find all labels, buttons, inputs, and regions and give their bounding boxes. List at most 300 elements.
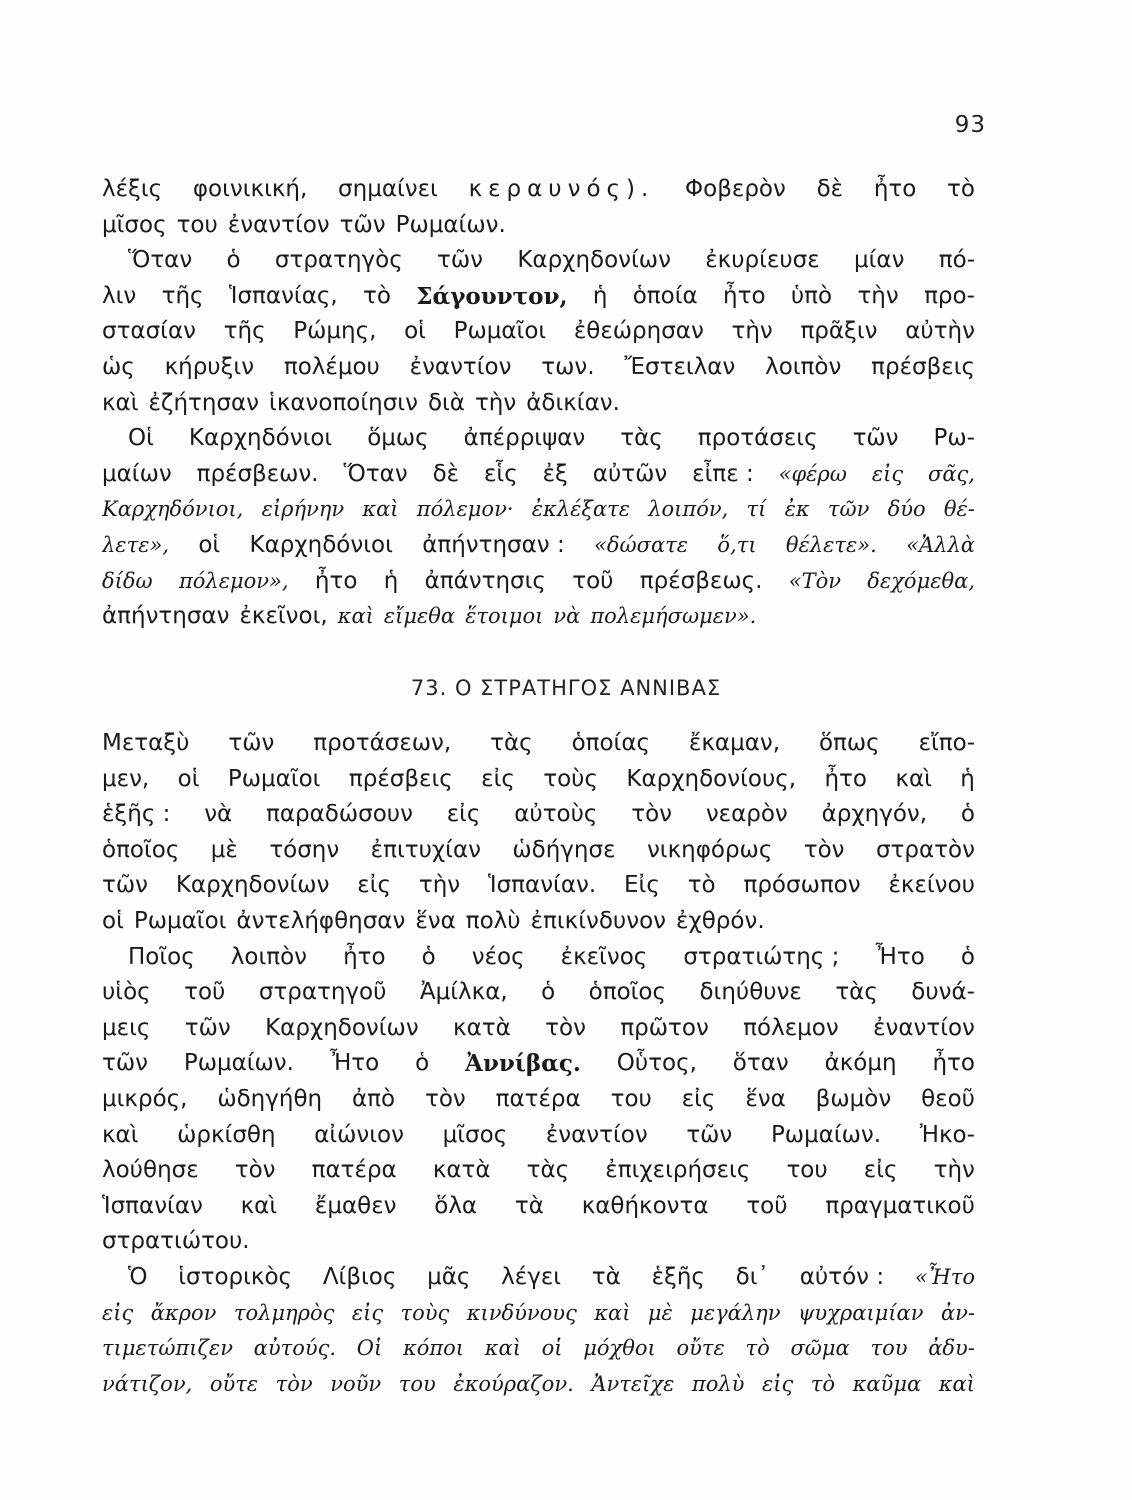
word: τῶν — [852, 425, 899, 452]
italic-quote: νάτιζον, — [102, 1371, 193, 1396]
word: εἰς — [357, 872, 391, 899]
word: προτάσεις — [697, 425, 818, 452]
word: λούθησε — [102, 1157, 199, 1184]
word: ἔμαθεν — [314, 1192, 397, 1219]
word: ὅταν — [732, 1050, 789, 1077]
italic-quote: τοὺς — [400, 1300, 450, 1325]
word: ὁποῖος — [588, 979, 667, 1006]
word: μᾶς — [427, 1263, 471, 1290]
italic-quote: λετε», — [102, 532, 169, 557]
italic-quote: αὐτούς. — [253, 1336, 337, 1361]
word: νεαρὸν — [705, 801, 788, 828]
italic-quote: θέλετε». — [785, 532, 877, 557]
word: των. — [541, 353, 595, 380]
italic-quote: σᾶς, — [927, 461, 975, 486]
word: μαίων — [102, 460, 172, 487]
word: αἰώνιον — [314, 1121, 404, 1148]
word: Ἠκο- — [919, 1121, 975, 1148]
word: Ὅταν — [343, 460, 408, 487]
word: πρῶτον — [620, 1014, 709, 1041]
italic-quote: Οἱ — [356, 1336, 383, 1361]
word: δι᾽ — [735, 1263, 770, 1290]
italic-quote: μεγάλην — [690, 1300, 781, 1325]
word: ἐκεῖνοι, — [239, 603, 328, 630]
italic-quote: ἄκρον — [150, 1300, 217, 1325]
word: αὐτὴν — [905, 318, 975, 345]
bold-person-name: Ἀννίβας. — [465, 1050, 581, 1078]
word: πατέρα — [495, 1085, 581, 1112]
italic-quote: του — [398, 1371, 436, 1396]
italic-quote: τῶν — [827, 497, 870, 522]
word: ἕνα — [415, 907, 456, 934]
italic-quote: πόλεμον· — [416, 497, 514, 522]
italic-quote: Καρχηδόνιοι, — [102, 497, 244, 522]
word: εἶπε : — [692, 460, 754, 487]
italic-quote: οὔτε — [676, 1336, 725, 1361]
italic-quote: μόχθοι — [583, 1336, 656, 1361]
word: μὲ — [210, 836, 238, 863]
word: λέγει — [501, 1263, 562, 1290]
word: υἱὸς — [102, 979, 151, 1006]
text-line — [102, 1224, 975, 1260]
word: του — [610, 1085, 652, 1112]
word: Καρχηδόνιοι — [188, 425, 333, 452]
word: Ἦτο — [875, 943, 925, 970]
word: δυνά- — [911, 979, 975, 1006]
italic-quote: σῶμα — [790, 1336, 850, 1361]
text-line — [102, 726, 975, 762]
word: Ρωμαίων. — [770, 1121, 882, 1148]
word: μικρός, — [102, 1085, 188, 1112]
text-line — [102, 564, 975, 600]
text-line — [102, 975, 975, 1011]
word: νικηφόρως — [646, 836, 773, 863]
word: Μεταξὺ — [102, 730, 190, 756]
word: ἐπικίνδυνον — [530, 907, 667, 934]
word: εἰς — [681, 1085, 716, 1112]
text-line — [102, 528, 975, 564]
word: σημαίνει — [338, 176, 438, 202]
italic-quote: νὰ — [553, 604, 581, 629]
word: μῖσος — [102, 211, 167, 238]
text-line — [102, 833, 975, 869]
word: τὸν — [424, 1085, 466, 1112]
word: τῆς — [223, 318, 266, 345]
word: ἀπήντησαν : — [422, 531, 565, 558]
text-line — [102, 492, 975, 528]
word: Ἱσπανίαν — [102, 1192, 203, 1219]
word: Ὅταν — [128, 247, 193, 274]
word: Ρω- — [933, 425, 975, 452]
word: τὰ — [591, 1263, 621, 1290]
italic-quote: τί — [746, 497, 767, 522]
word: Ρωμαῖοι — [133, 907, 227, 934]
word: εἴπο- — [918, 730, 975, 756]
word: τὸν — [631, 801, 673, 828]
word: οἱ — [198, 531, 221, 558]
word: ἦτο — [723, 282, 766, 309]
word: οἱ — [404, 318, 426, 345]
word: τοῦ — [746, 1192, 788, 1219]
word: ἐναντίον — [409, 353, 512, 380]
italic-quote: πολεμήσωμεν». — [590, 604, 757, 629]
word: του — [176, 211, 218, 238]
italic-quote: εἰς — [871, 461, 904, 486]
word: πρέσβεων. — [196, 460, 319, 487]
word: πρέσβεως. — [639, 567, 763, 594]
italic-quote: καὶ — [337, 604, 374, 629]
word: Καρχηδονίων — [265, 1014, 419, 1041]
word: ὅλα — [434, 1192, 478, 1219]
word: ὁ — [960, 943, 975, 970]
word: τῶν — [102, 1050, 148, 1077]
word: ἦτο — [314, 567, 358, 594]
text-line — [102, 350, 975, 386]
word: ὁ — [421, 943, 436, 970]
word: Ἱσπανίας, — [228, 282, 338, 309]
word: κήρυξιν — [164, 353, 255, 380]
text-line — [102, 868, 975, 904]
bold-place-name: Σάγουντον, — [416, 282, 568, 310]
italic-quote: ἕτοιμοι — [465, 604, 544, 629]
word: μεν, — [102, 765, 150, 792]
word: αὐτόν : — [799, 1263, 885, 1290]
word: τὸν — [545, 1014, 586, 1041]
word: τὰς — [526, 1157, 570, 1184]
italic-quote: νοῦν — [330, 1371, 382, 1396]
word: οἱ — [102, 907, 124, 934]
word: ἦτο — [343, 943, 386, 970]
word: τῶν — [102, 872, 148, 899]
word: ἀρχηγόν, — [821, 801, 928, 828]
word: ὁ — [226, 247, 241, 274]
italic-quote: καὶ — [594, 1300, 631, 1325]
word: Ὁ — [128, 1263, 148, 1290]
word: προτάσεων, — [313, 730, 452, 756]
text-line — [102, 243, 975, 279]
italic-quote: πολὺ — [691, 1371, 745, 1396]
word: διὰ — [427, 389, 465, 416]
word: τῶν — [184, 1014, 231, 1041]
text-line — [102, 599, 975, 635]
word: ὁ — [960, 801, 975, 828]
word: μίαν — [854, 247, 905, 274]
word: λιν — [102, 282, 137, 309]
text-line — [102, 1153, 975, 1189]
word: προ- — [924, 282, 975, 309]
text-line — [102, 1189, 975, 1225]
word: ἦτο — [873, 176, 917, 202]
text-line — [102, 314, 975, 350]
word: ἐπιχειρήσεις — [605, 1157, 751, 1184]
word: Φοβερὸν — [685, 176, 786, 202]
word: ὅμως — [367, 425, 429, 452]
italic-quote: τιμετώπιζεν — [102, 1336, 233, 1361]
text-line — [102, 386, 975, 422]
word: ἑξῆς : — [102, 801, 171, 828]
word: τὴν — [933, 1157, 975, 1184]
word: Καρχηδονίων — [175, 872, 330, 899]
italic-quote: ἀδυ- — [928, 1336, 975, 1361]
italic-quote: καὶ — [484, 1336, 521, 1361]
word: οἱ — [177, 765, 200, 792]
word: τὰς — [490, 730, 533, 756]
word: ἦτο — [824, 765, 867, 792]
italic-quote: ὅ,τι — [717, 532, 757, 557]
italic-quote: «Ἀλλὰ — [906, 532, 975, 557]
text-line — [102, 279, 975, 315]
italic-quote: οὔτε — [209, 1371, 259, 1396]
word: καὶ — [102, 389, 139, 416]
word: πρόσωπον — [743, 872, 861, 899]
word: πρέσβεις — [871, 353, 975, 380]
word: φοινικική, — [192, 176, 308, 202]
word: τοὺς — [543, 765, 598, 792]
text-line — [102, 1367, 975, 1403]
word: ἀπήντησαν — [102, 603, 230, 630]
text-block-section-73 — [102, 726, 975, 1402]
word: Ρωμαίων. — [395, 211, 506, 238]
word: ἐζήτησαν — [148, 389, 260, 416]
word: καθήκοντα — [581, 1192, 709, 1219]
emphasized-word: κεραυνός). — [468, 176, 655, 202]
word: ὁποῖος — [102, 836, 180, 863]
word: ἦτο — [932, 1050, 975, 1077]
text-line — [102, 1082, 975, 1118]
italic-quote: πόλεμον», — [178, 568, 289, 593]
word: ἐναντίον — [873, 1014, 975, 1041]
section-heading: 73. Ο ΣΤΡΑΤΗΓΟΣ ΑΝΝΙΒΑΣ — [410, 676, 722, 700]
word: του — [786, 1157, 828, 1184]
word: Καρχηδονίους, — [626, 765, 797, 792]
word: Οἱ — [128, 425, 154, 452]
word: εἷς — [484, 460, 518, 487]
italic-quote: τὸ — [810, 1371, 836, 1396]
word: τὴν — [731, 318, 773, 345]
word: τῶν — [228, 730, 275, 756]
word: ἀντελήφθησαν — [236, 907, 406, 934]
italic-quote: τὸν — [275, 1371, 313, 1396]
word: τὰς — [835, 979, 878, 1006]
word: ἐκυρίευσε — [705, 247, 820, 274]
word: νέος — [471, 943, 525, 970]
italic-quote: «δώσατε — [594, 532, 689, 557]
word: ἀπέρριψαν — [463, 425, 586, 452]
word: Ρωμαίων. — [183, 1050, 294, 1077]
word: τὸ — [687, 872, 716, 899]
word: Ἱσπανίαν. — [488, 872, 597, 899]
word: Ρωμαῖοι — [453, 318, 547, 345]
word: πολὺ — [465, 907, 521, 934]
word: στρατιώτης ; — [683, 943, 840, 970]
word: ἐξ — [542, 460, 568, 487]
word: κατὰ — [432, 1157, 491, 1184]
word: ἐκείνου — [888, 872, 975, 899]
word: διηύθυνε — [699, 979, 802, 1006]
word: ἱκανοποίησιν — [269, 389, 418, 416]
word: τὴν — [857, 282, 899, 309]
word: Οὗτος, — [616, 1050, 697, 1077]
word: ἐναντίον — [227, 211, 330, 238]
word: καὶ — [895, 765, 932, 792]
word: κατὰ — [453, 1014, 511, 1041]
text-line — [102, 1118, 975, 1154]
word: πό- — [938, 247, 975, 274]
word: ὁποίας — [571, 730, 650, 756]
word: τὸν — [234, 1157, 276, 1184]
word: στρατιώτου. — [102, 1228, 250, 1255]
word: νὰ — [204, 801, 233, 828]
word: Ρώμης, — [293, 318, 377, 345]
word: τῶν — [339, 211, 386, 238]
italic-quote: δεχόμεθα, — [867, 568, 975, 593]
word: αὐτῶν — [592, 460, 668, 487]
word: τὸ — [363, 282, 391, 309]
word: στρατηγοῦ — [258, 979, 387, 1006]
word: εἰς — [446, 801, 481, 828]
word: τὴν — [418, 872, 461, 899]
italic-quote: μὲ — [647, 1300, 673, 1325]
word: τοῦ — [572, 567, 614, 594]
word: ἀδικίαν. — [526, 389, 620, 416]
text-line — [102, 762, 975, 798]
word: λοιπὸν — [230, 943, 308, 970]
italic-quote: εἰρήνην — [261, 497, 345, 522]
italic-quote: λοιπόν, — [648, 497, 729, 522]
text-line — [102, 457, 975, 493]
word: τὸ — [947, 176, 975, 202]
word: καὶ — [240, 1192, 278, 1219]
word: Ἦτο — [329, 1050, 380, 1077]
word: ἡ — [592, 282, 608, 309]
word: εἰς — [481, 765, 515, 792]
word: στρατηγὸς — [274, 247, 403, 274]
word: ὅπως — [818, 730, 880, 756]
italic-quote: ἀν- — [940, 1300, 975, 1325]
word: πρᾶξιν — [800, 318, 878, 345]
word: ὡς — [102, 353, 135, 380]
word: λοιπὸν — [765, 353, 842, 380]
italic-quote: θέ- — [943, 497, 975, 522]
word: ὁ — [541, 979, 556, 1006]
italic-quote: εἴμεθα — [383, 604, 456, 629]
italic-quote: κινδύνους — [466, 1300, 577, 1325]
word: δὲ — [816, 176, 844, 202]
word: Ἀμίλκα, — [419, 979, 508, 1006]
word: μῖσος — [442, 1121, 508, 1148]
text-block-before-heading — [102, 172, 975, 635]
word: τόσην — [269, 836, 340, 863]
word: στρατὸν — [875, 836, 975, 863]
word: τὰς — [620, 425, 663, 452]
text-line — [102, 1046, 975, 1082]
word: ἡ — [960, 765, 975, 792]
word: τῶν — [437, 247, 483, 274]
text-line — [102, 1011, 975, 1047]
word: τῆς — [161, 282, 204, 309]
word: καὶ — [102, 1121, 139, 1148]
word: ὡδηγήθη — [217, 1085, 323, 1112]
text-line — [102, 172, 975, 208]
italic-quote: εἰς — [102, 1300, 134, 1325]
word: δὲ — [432, 460, 460, 487]
word: ἐναντίον — [545, 1121, 648, 1148]
text-line — [102, 904, 975, 940]
word: ὡδήγησε — [512, 836, 616, 863]
text-line — [102, 1260, 975, 1296]
italic-quote: τὸ — [745, 1336, 770, 1361]
word: ἐπιτυχίαν — [370, 836, 481, 863]
word: Λίβιος — [322, 1263, 397, 1290]
text-line — [102, 940, 975, 976]
italic-quote: «Τὸν — [788, 568, 841, 593]
word: ἀκόμη — [824, 1050, 897, 1077]
text-line — [102, 1331, 975, 1367]
italic-quote: εἰς — [351, 1300, 384, 1325]
word: Καρχηδόνιοι — [249, 531, 393, 558]
word: ἱστορικὸς — [178, 1263, 293, 1290]
word: ἕνα — [745, 1085, 786, 1112]
word: ὁ — [415, 1050, 430, 1077]
italic-quote: ἐκούραζον. — [453, 1371, 574, 1396]
word: ἀπὸ — [351, 1085, 396, 1112]
word: πατέρα — [311, 1157, 397, 1184]
word: στασίαν — [102, 318, 196, 345]
italic-quote: του — [870, 1336, 908, 1361]
word: ἐθεώρησαν — [573, 318, 704, 345]
word: ἀπάντησις — [424, 567, 546, 594]
word: Ἔστειλαν — [624, 353, 736, 380]
text-line — [102, 208, 975, 244]
italic-quote: δίδω — [102, 568, 153, 593]
word: τὴν — [474, 389, 517, 416]
word: θεοῦ — [921, 1085, 975, 1112]
italic-quote: καὶ — [362, 497, 399, 522]
word: πραγματικοῦ — [825, 1192, 975, 1219]
italic-quote: δύο — [887, 497, 926, 522]
italic-quote: ἐκ — [784, 497, 810, 522]
italic-quote: ἐκλέξατε — [531, 497, 631, 522]
word: ἡ — [383, 567, 399, 594]
page-number: 93 — [954, 112, 986, 138]
italic-quote: τολμηρὸς — [233, 1300, 335, 1325]
italic-quote: εἰς — [761, 1371, 794, 1396]
word: ὑπὸ — [790, 282, 833, 309]
word: πολέμου — [283, 353, 380, 380]
word: Καρχηδονίων — [517, 247, 671, 274]
word: τὸν — [803, 836, 845, 863]
italic-quote: Ἀντεῖχε — [591, 1371, 675, 1396]
italic-quote: καὶ — [938, 1371, 975, 1396]
text-line — [102, 797, 975, 833]
word: Εἰς — [624, 872, 660, 899]
italic-quote: ψυχραιμίαν — [797, 1300, 924, 1325]
word: Ποῖος — [128, 943, 195, 970]
word: πόλεμον — [743, 1014, 839, 1041]
word: ἐχθρόν. — [676, 907, 765, 934]
word: μεις — [102, 1014, 151, 1041]
word: ἐκεῖνος — [560, 943, 648, 970]
word: λέξις — [102, 176, 163, 202]
text-line — [102, 1296, 975, 1332]
word: τῶν — [686, 1121, 733, 1148]
word: πρέσβεις — [348, 765, 453, 792]
italic-quote: καῦμα — [852, 1371, 922, 1396]
word: ὁποία — [632, 282, 698, 309]
italic-quote: κόποι — [402, 1336, 465, 1361]
word: εἰς — [863, 1157, 898, 1184]
word: τοῦ — [184, 979, 226, 1006]
